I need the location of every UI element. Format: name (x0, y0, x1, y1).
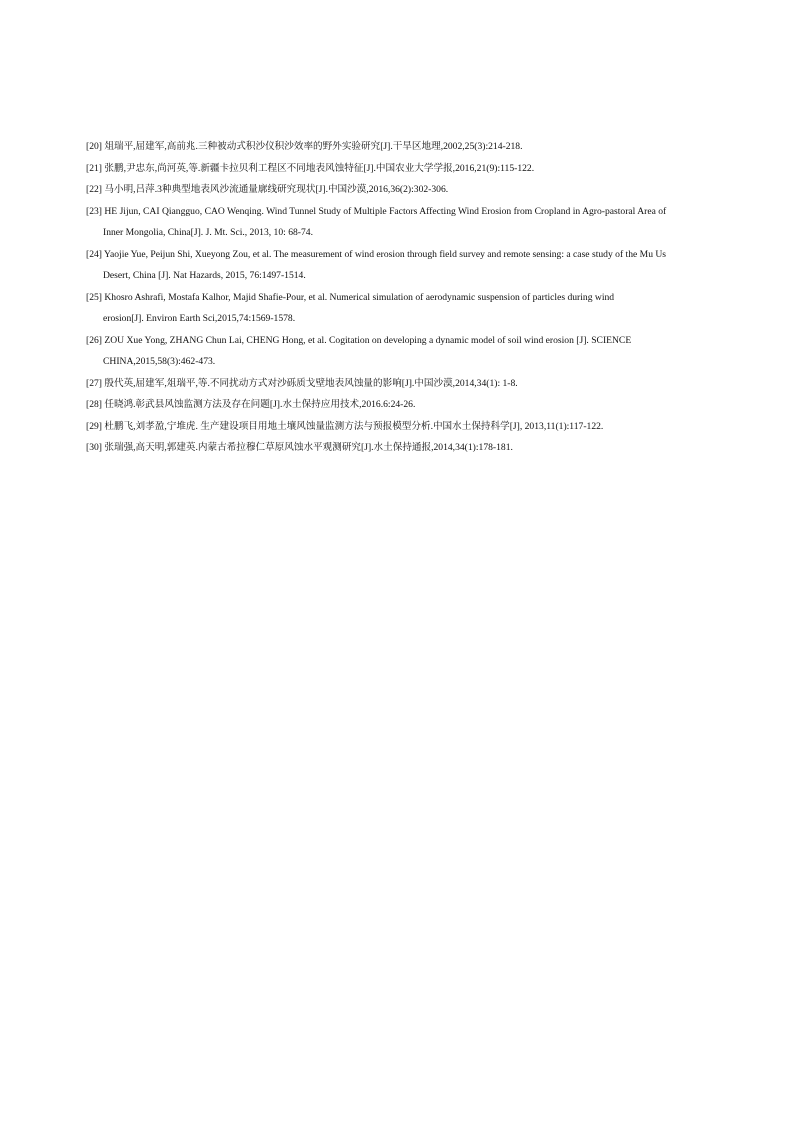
reference-text: [29] 杜鹏飞,刘孝盈,宁堆虎. 生产建设项目用地土壤风蚀量监测方法与预报模型分析.中国水土保持科学[J], 2013,11(1):117-122. (86, 420, 604, 432)
reference-item-27 (86, 373, 706, 395)
reference-continuation: erosion[J]. Environ Earth Sci,2015,74:1569-1578. (103, 313, 296, 324)
reference-text: [27] 殷代英,屈建军,俎瑞平,等.不同扰动方式对沙砾质戈壁地表风蚀量的影响[J].中国沙漠,2014,34(1): 1-8. (86, 377, 518, 389)
reference-list (86, 136, 706, 459)
reference-continuation: Inner Mongolia, China[J]. J. Mt. Sci., 2013, 10: 68-74. (103, 227, 313, 238)
reference-text: [26] ZOU Xue Yong, ZHANG Chun Lai, CHENG Hong, et al. Cogitation on developing a dynamic model of soil wind erosion [J]. SCIENCE (86, 334, 632, 346)
reference-continuation: Desert, China [J]. Nat Hazards, 2015, 76:1497-1514. (103, 270, 306, 281)
reference-continuation: CHINA,2015,58(3):462-473. (103, 356, 216, 367)
reference-item-29 (86, 416, 706, 438)
reference-item-22 (86, 179, 706, 201)
reference-item-25 (86, 287, 706, 330)
reference-item-26 (86, 330, 706, 373)
reference-text: [28] 任晓鸿.彰武县风蚀监测方法及存在问题[J].水土保持应用技术,2016.6:24-26. (86, 399, 416, 410)
reference-text: [30] 张瑞强,高天明,郭建英.内蒙古希拉穆仁草原风蚀水平观测研究[J].水土保持通报,2014,34(1):178-181. (86, 442, 513, 453)
reference-text: [20] 俎瑞平,屈建军,高前兆.三种被动式积沙仪积沙效率的野外实验研究[J].干旱区地理,2002,25(3):214-218. (86, 141, 523, 152)
reference-item-28 (86, 394, 706, 416)
reference-text: [22] 马小明,吕萍.3种典型地表风沙流通量廓线研究现状[J].中国沙漠,2016,36(2):302-306. (86, 184, 449, 195)
reference-text: [25] Khosro Ashrafi, Mostafa Kalhor, Majid Shafie-Pour, et al. Numerical simulation of aerodynamic suspension of particles during wind (86, 291, 615, 303)
reference-item-21 (86, 158, 706, 180)
reference-item-23 (86, 201, 706, 244)
reference-text: [24] Yaojie Yue, Peijun Shi, Xueyong Zou, et al. The measurement of wind erosion through field survey and remote sensing: a case study of the Mu Us (86, 248, 667, 260)
reference-text: [21] 张鹏,尹忠东,尚河英,等.新疆卡拉贝利工程区不同地表风蚀特征[J].中国农业大学学报,2016,21(9):115-122. (86, 162, 535, 174)
reference-item-30 (86, 437, 706, 459)
reference-item-24 (86, 244, 706, 287)
reference-text: [23] HE Jijun, CAI Qiangguo, CAO Wenqing. Wind Tunnel Study of Multiple Factors Affecting Wind Erosion from Cropland in Agro-pastoral Area of (86, 205, 667, 217)
reference-item-20 (86, 136, 706, 158)
